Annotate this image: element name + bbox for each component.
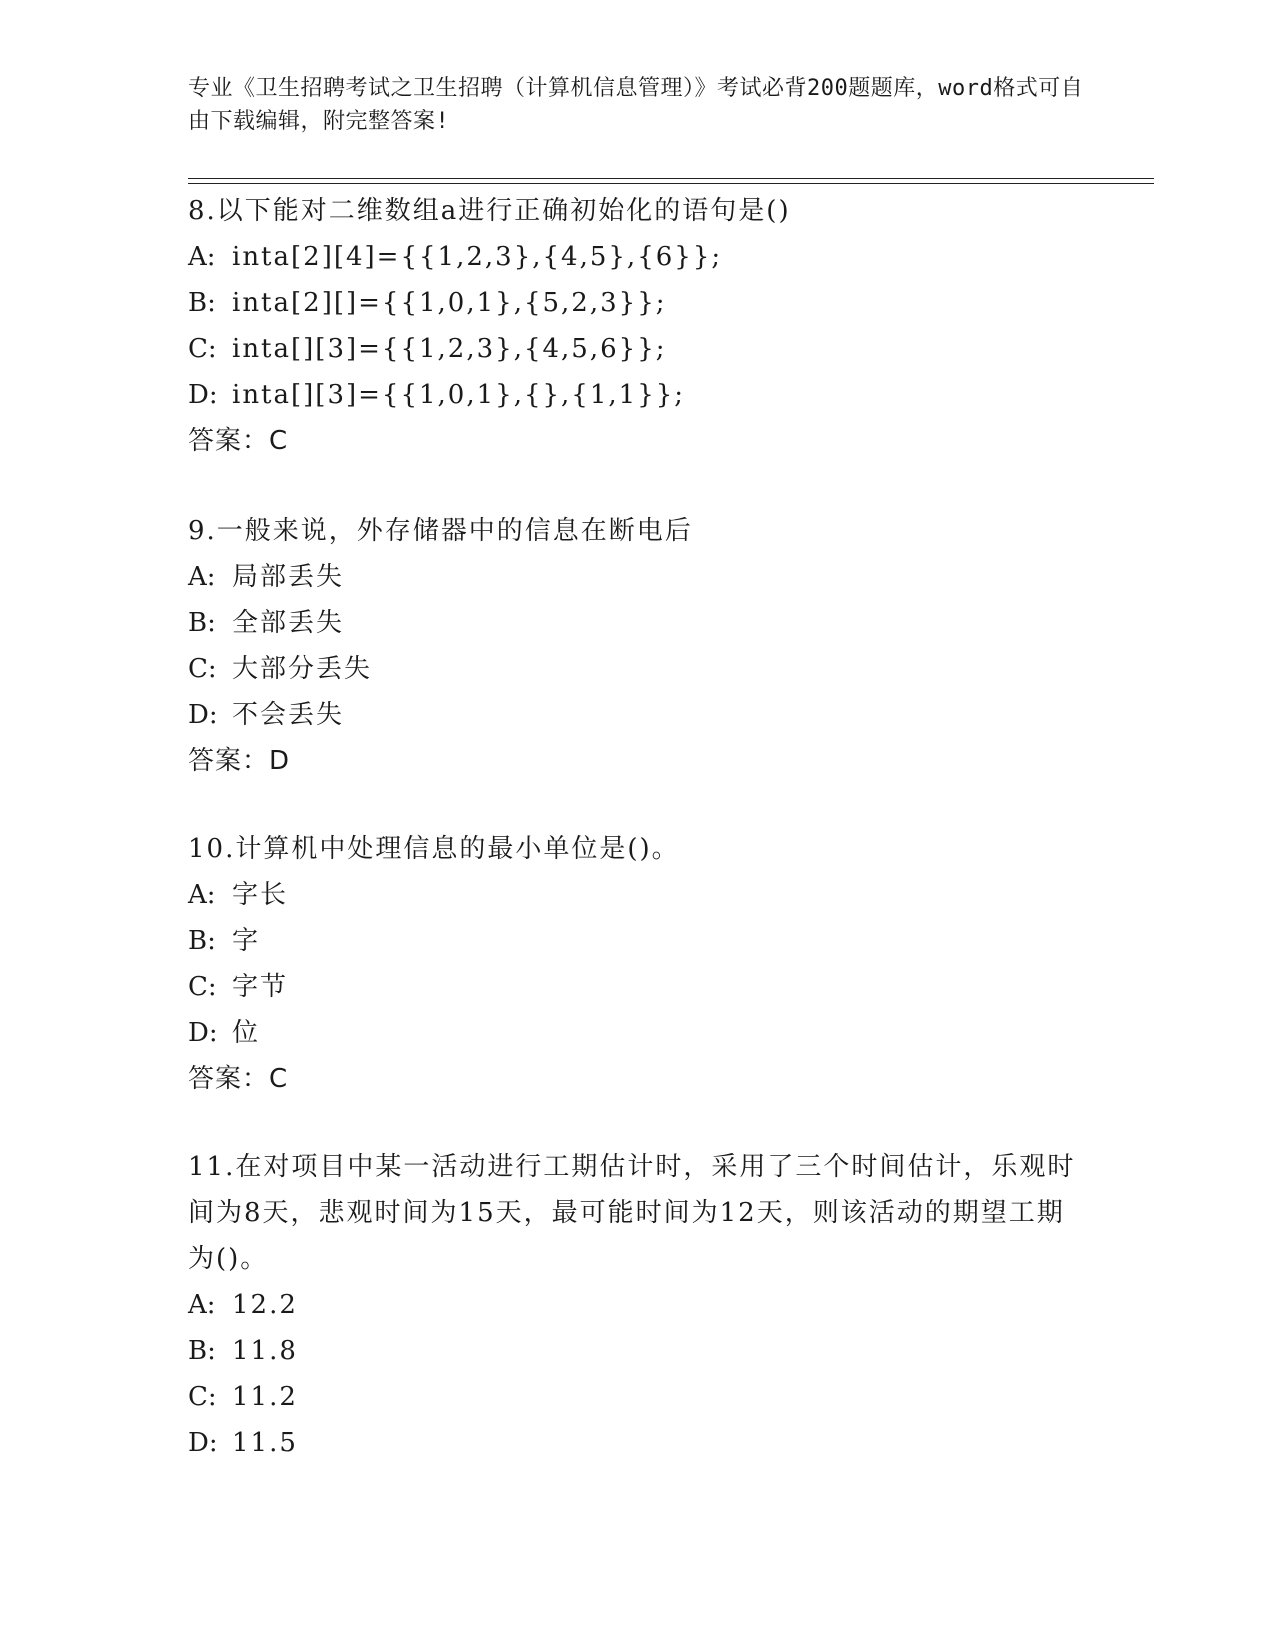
option-label: A: <box>188 242 216 272</box>
option-a <box>188 872 1088 918</box>
option-d <box>188 372 1088 418</box>
option-d <box>188 1010 1088 1056</box>
option-label: D: <box>188 1018 218 1048</box>
option-text: inta[][3]={{1,0,1},{},{1,1}}; <box>232 380 686 410</box>
option-c <box>188 964 1088 1010</box>
header-divider-bottom <box>188 183 1154 184</box>
answer: 答案：D <box>188 746 291 776</box>
option-text: 字长 <box>232 880 289 910</box>
option-text: 11.2 <box>232 1382 298 1412</box>
document-header: 专业《卫生招聘考试之卫生招聘（计算机信息管理）》考试必背200题题库，word格式可自由下载编辑，附完整答案! <box>188 76 1084 134</box>
option-d <box>188 692 1088 738</box>
option-b <box>188 600 1088 646</box>
option-b <box>188 1328 1088 1374</box>
option-text: inta[2][]={{1,0,1},{5,2,3}}; <box>232 288 667 318</box>
header-divider-top <box>188 178 1154 179</box>
option-label: B: <box>188 608 216 638</box>
option-text: inta[][3]={{1,2,3},{4,5,6}}; <box>232 334 667 364</box>
option-text: 11.8 <box>232 1336 298 1366</box>
option-label: B: <box>188 288 216 318</box>
option-c <box>188 326 1088 372</box>
option-a <box>188 1282 1088 1328</box>
option-label: D: <box>188 380 218 410</box>
answer: 答案：C <box>188 1064 289 1094</box>
option-b <box>188 918 1088 964</box>
option-label: B: <box>188 1336 216 1366</box>
option-text: 字节 <box>232 972 289 1002</box>
question-8 <box>188 188 1088 464</box>
option-label: C: <box>188 334 217 364</box>
option-label: C: <box>188 972 217 1002</box>
question-stem: 9.一般来说，外存储器中的信息在断电后 <box>188 516 693 546</box>
question-stem: 10.计算机中处理信息的最小单位是()。 <box>188 834 680 864</box>
option-label: A: <box>188 880 216 910</box>
option-text: inta[2][4]={{1,2,3},{4,5},{6}}; <box>232 242 723 272</box>
option-text: 大部分丢失 <box>232 654 373 684</box>
option-text: 12.2 <box>232 1290 298 1320</box>
option-a <box>188 234 1088 280</box>
option-b <box>188 280 1088 326</box>
option-text: 全部丢失 <box>232 608 345 638</box>
question-9 <box>188 508 1088 784</box>
option-text: 字 <box>232 926 261 956</box>
option-label: A: <box>188 562 216 592</box>
question-10 <box>188 826 1088 1102</box>
option-text: 11.5 <box>232 1428 298 1458</box>
option-d <box>188 1420 1088 1466</box>
option-label: C: <box>188 654 217 684</box>
option-label: C: <box>188 1382 217 1412</box>
option-label: D: <box>188 700 218 730</box>
option-text: 位 <box>232 1018 261 1048</box>
question-11 <box>188 1144 1088 1466</box>
option-a <box>188 554 1088 600</box>
option-label: A: <box>188 1290 216 1320</box>
option-c <box>188 646 1088 692</box>
question-stem: 11.在对项目中某一活动进行工期估计时，采用了三个时间估计，乐观时间为8天，悲观时间为15天，最可能时间为12天，则该活动的期望工期为()。 <box>188 1152 1076 1274</box>
option-c <box>188 1374 1088 1420</box>
answer: 答案：C <box>188 426 289 456</box>
option-text: 不会丢失 <box>232 700 345 730</box>
option-label: D: <box>188 1428 218 1458</box>
option-text: 局部丢失 <box>232 562 345 592</box>
option-label: B: <box>188 926 216 956</box>
question-stem: 8.以下能对二维数组a进行正确初始化的语句是() <box>188 196 791 226</box>
